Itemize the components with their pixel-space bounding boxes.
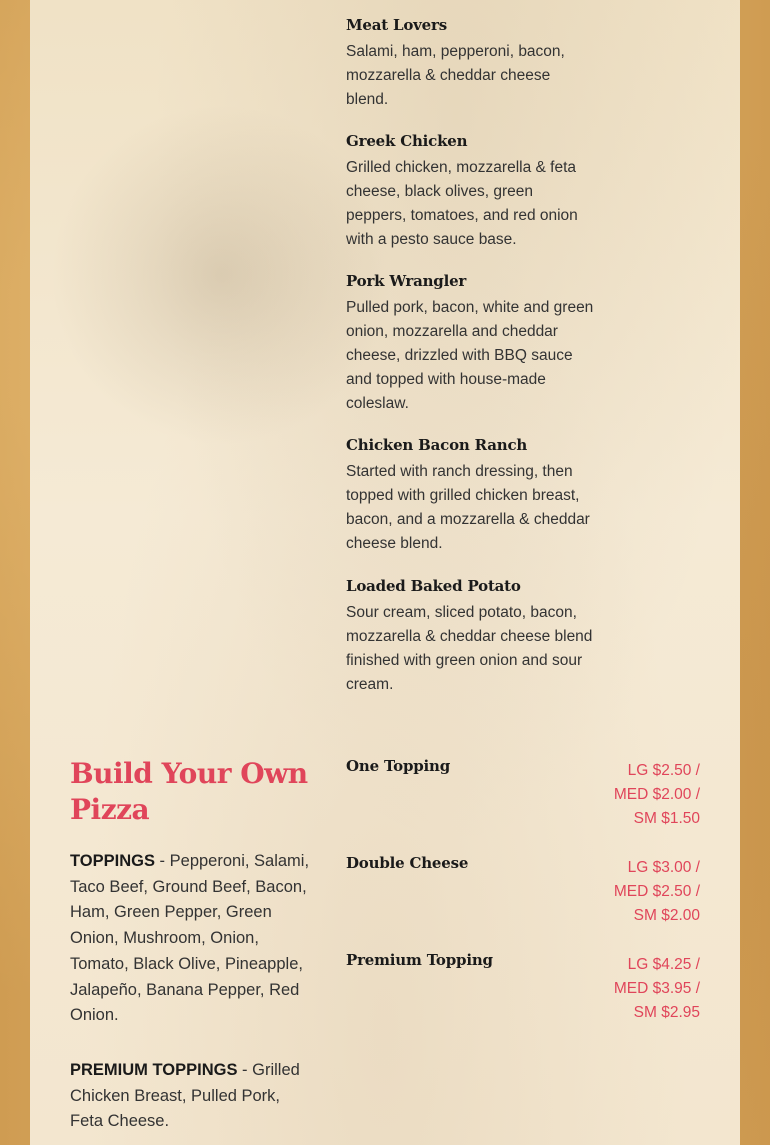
toppings-label: TOPPINGS — [70, 852, 155, 870]
price-med: MED $3.95 / — [613, 980, 700, 997]
price-lg: LG $2.50 / — [627, 762, 700, 779]
menu-item-name: Chicken Bacon Ranch — [346, 436, 528, 454]
price-sm: SM $2.00 — [633, 907, 700, 924]
section-title-build-your-own: Build Your Own Pizza — [70, 757, 308, 826]
price-row-name: Premium Topping — [346, 951, 493, 969]
price-values — [580, 856, 700, 928]
toppings-list — [70, 849, 310, 1029]
price-row-name: Double Cheese — [346, 854, 469, 872]
menu-item-greek-chicken — [346, 132, 596, 252]
menu-item-name: Pork Wrangler — [346, 272, 467, 290]
price-values — [580, 953, 700, 1025]
price-sm: SM $2.95 — [633, 1004, 700, 1021]
premium-toppings-label: PREMIUM TOPPINGS — [70, 1061, 238, 1079]
menu-item-description: Salami, ham, pepperoni, bacon, mozzarella & cheddar cheese blend. — [346, 43, 565, 108]
menu-item-description: Pulled pork, bacon, white and green onion, mozzarella and cheddar cheese, drizzled with BBQ sauce and topped with house-made coleslaw. — [346, 299, 594, 412]
menu-item-chicken-bacon-ranch — [346, 436, 596, 556]
menu-item-description: Started with ranch dressing, then topped with grilled chicken breast, bacon, and a mozzarella & cheddar cheese blend. — [346, 463, 590, 552]
price-values — [580, 759, 700, 831]
price-row-name: One Topping — [346, 757, 451, 775]
premium-toppings-list — [70, 1058, 310, 1135]
menu-item-loaded-baked-potato — [346, 577, 596, 697]
menu-item-name: Greek Chicken — [346, 132, 468, 150]
price-lg: LG $4.25 / — [627, 956, 700, 973]
price-sm: SM $1.50 — [633, 810, 700, 827]
premium-toppings-text: - Grilled Chicken Breast, Pulled Pork, Feta Cheese. — [70, 1061, 300, 1131]
menu-item-meat-lovers — [346, 16, 596, 112]
menu-item-name: Loaded Baked Potato — [346, 577, 521, 595]
menu-item-name: Meat Lovers — [346, 16, 447, 34]
price-lg: LG $3.00 / — [627, 859, 700, 876]
price-med: MED $2.50 / — [613, 883, 700, 900]
menu-item-description: Grilled chicken, mozzarella & feta cheese, black olives, green peppers, tomatoes, and red onion with a pesto sauce base. — [346, 159, 578, 248]
menu-item-pork-wrangler — [346, 272, 596, 416]
toppings-text: - Pepperoni, Salami, Taco Beef, Ground Beef, Bacon, Ham, Green Pepper, Green Onion, Mushroom, Onion, Tomato, Black Olive, Pineapple, Jalapeño, Banana Pepper, Red Onion. — [70, 852, 310, 1025]
menu-item-description: Sour cream, sliced potato, bacon, mozzarella & cheddar cheese blend finished with green onion and sour cream. — [346, 604, 593, 693]
price-med: MED $2.00 / — [613, 786, 700, 803]
